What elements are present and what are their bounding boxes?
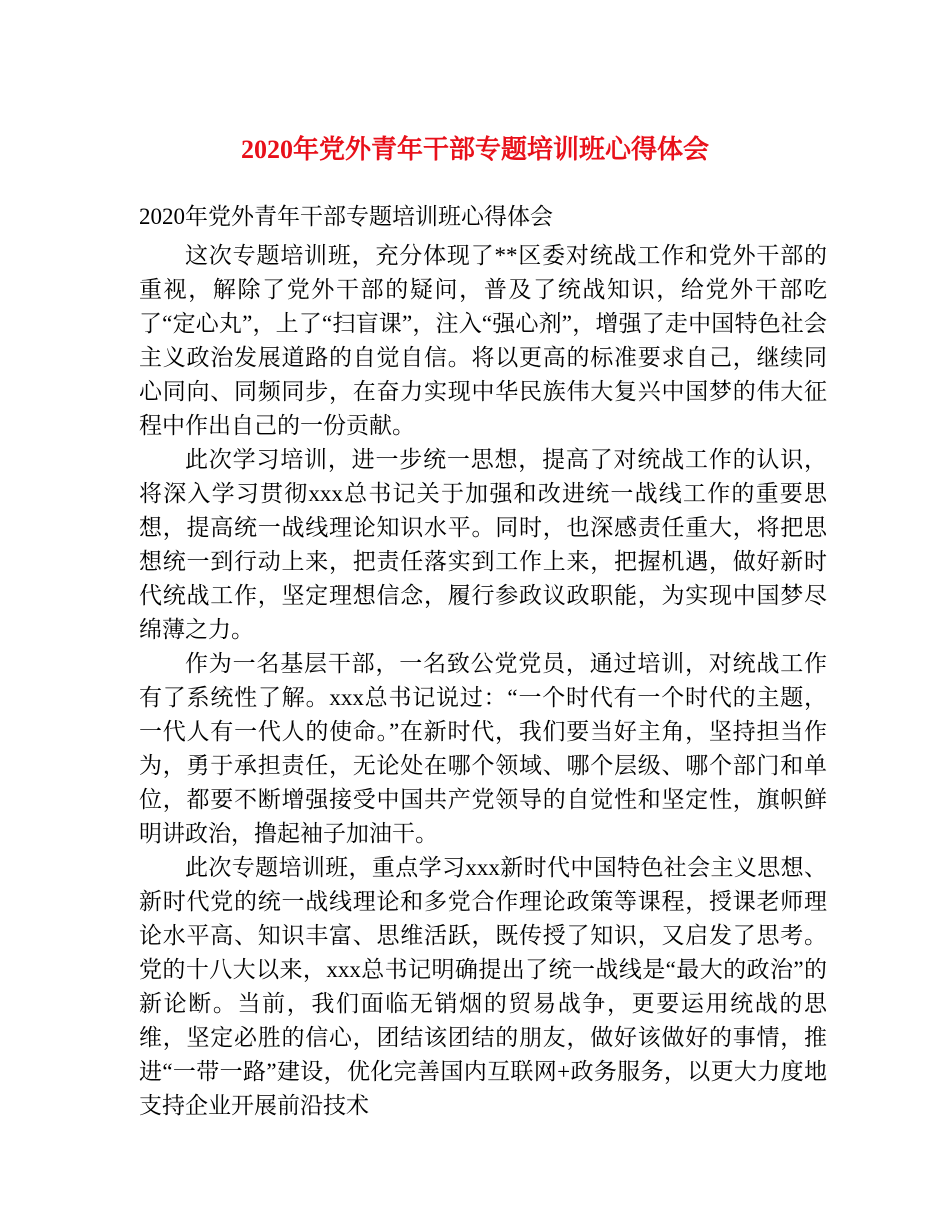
body-paragraph: 此次专题培训班，重点学习xxx新时代中国特色社会主义思想、新时代党的统一战线理论和多党合作理论政策等课程，授课老师理论水平高、知识丰富、思维活跃，既传授了知识，又启发了思考。党的十八大以来，xxx总书记明确提出了统一战线是“最大的政治”的新论断。当前，我们面临无销烟的贸易战争，更要运用统战的思维，坚定必胜的信心，团结该团结的朋友，做好该做好的事情，推进“一带一路”建设，优化完善国内互联网+政务服务，以更大力度地支持企业开展前沿技术: [139, 855, 827, 1118]
document-title: 2020年党外青年干部专题培训班心得体会: [240, 135, 709, 164]
body-paragraph: 作为一名基层干部，一名致公党党员，通过培训，对统战工作有了系统性了解。xxx总书记说过：“一个时代有一个时代的主题，一代人有一代人的使命。”在新时代，我们要当好主角，坚持担当作为，勇于承担责任，无论处在哪个领域、哪个层级、哪个部门和单位，都要不断增强接受中国共产党领导的自觉性和坚定性，旗帜鲜明讲政治，撸起袖子加油干。: [139, 651, 827, 846]
document-subtitle: 2020年党外青年干部专题培训班心得体会: [139, 204, 553, 229]
document-body: [139, 200, 827, 1123]
body-paragraph: 这次专题培训班，充分体现了**区委对统战工作和党外干部的重视，解除了党外干部的疑问，普及了统战知识，给党外干部吃了“定心丸”，上了“扫盲课”，注入“强心剂”，增强了走中国特色社会主义政治发展道路的自觉自信。将以更高的标准要求自己，继续同心同向、同频同步，在奋力实现中华民族伟大复兴中国梦的伟大征程中作出自己的一份贡献。: [139, 243, 827, 438]
body-paragraph: 此次学习培训，进一步统一思想，提高了对统战工作的认识，将深入学习贯彻xxx总书记关于加强和改进统一战线工作的重要思想，提高统一战线理论知识水平。同时，也深感责任重大，将把思想统一到行动上来，把责任落实到工作上来，把握机遇，做好新时代统战工作，坚定理想信念，履行参政议政职能，为实现中国梦尽绵薄之力。: [139, 447, 827, 642]
